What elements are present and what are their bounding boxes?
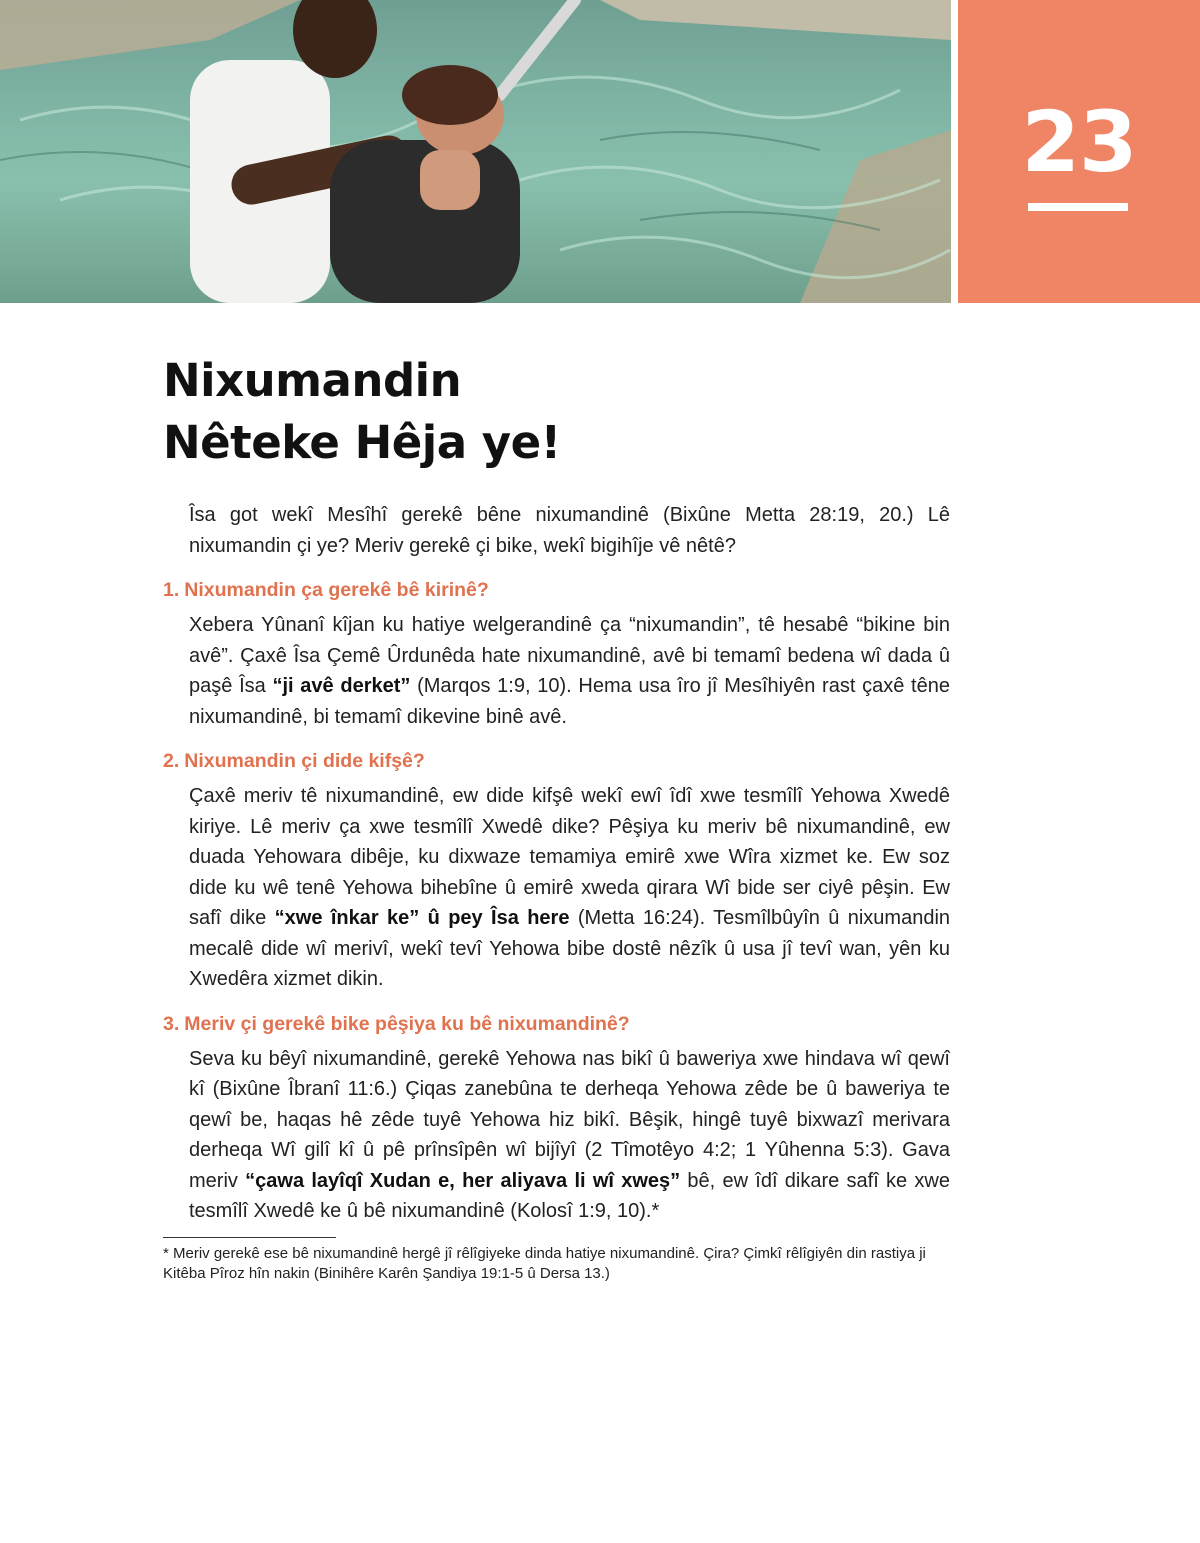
emphasized-quote: “ji avê derket” [272, 675, 411, 697]
section-question [163, 1009, 950, 1039]
question-number: 1. [163, 579, 180, 601]
title-line-1: Nixumandin [163, 354, 462, 407]
question-text: Nixumandin ça gerekê bê kirinê? [184, 579, 489, 601]
section-question [163, 575, 950, 605]
paragraph-text: Çaxê meriv tê nixumandinê, ew dide kifşê wekî ewî îdî xwe tesmîlî Yehowa Xwedê kiriye. Lê meriv ça xwe tesmîlî Xwedê dike? Pêşiya ku meriv bê nixumandinê, ew duada Yehowara dibêje, ku dixwaze temamiya emirê xwe Wîra xizmet ke. Ew soz dide ku wê tenê Yehowa bihebîne û emirê xweda qirara Wî bide ser ciyê pêşin. Ew safî dike [189, 785, 950, 929]
emphasized-quote: “çawa layîqî Xudan e, her aliyava li wî xweş” [245, 1169, 681, 1192]
question-text: Meriv çi gerekê bike pêşiya ku bê nixumandinê? [184, 1012, 630, 1035]
question-number: 3. [163, 1012, 180, 1035]
footnote: * Meriv gerekê ese bê nixumandinê hergê jî rêlîgiyeke dinda hatiye nixumandinê. Çira? Çimkî rêlîgiyên din rastiya ji Kitêba Pîroz hîn nakin (Binihêre Karên Şandiya 19:1-5 û Dersa 13.) [163, 1244, 926, 1282]
question-text: Nixumandin çi dide kifşê? [184, 750, 425, 772]
paragraph-text: (Marqos 1:9, 10). Hema usa îro jî Mesîhiyên rast çaxê têne nixumandinê, bi temamî dikevine binê avê. [189, 675, 950, 728]
emphasized-quote: “xwe înkar ke” û pey Îsa here [274, 907, 570, 929]
section-3 [163, 1009, 950, 1227]
page-title [163, 350, 561, 474]
section-2 [163, 746, 950, 995]
lesson-number-underline [1028, 203, 1128, 211]
lesson-number: 23 [1021, 93, 1137, 191]
intro-paragraph: Îsa got wekî Mesîhî gerekê bêne nixumandinê (Bixûne Metta 28:19, 20.) Lê nixumandin çi ye? Meriv gerekê çi bike, wekî bigihîje vê nêtê? [189, 504, 950, 557]
lesson-content [163, 500, 950, 1284]
baptism-illustration [0, 0, 951, 303]
title-line-2: Nêteke Hêja ye! [163, 416, 561, 469]
question-number: 2. [163, 750, 180, 772]
paragraph-text: Seva ku bêyî nixumandinê, gerekê Yehowa nas bikî û baweriya xwe hindava wî qewî kî (Bixûne Îbranî 11:6.) Çiqas zanebûna te derheqa Yehowa zêde be û baweriya te qewî be, haqas hê zêde tuyê Yehowa hiz bikî. Bêşik, hingê tuyê bixwazî merivara derheqa Wî gilî kî û pê prînsîpên wî bijîyî (2 Tîmotêyo 4:2; 1 Yûhenna 5:3). Gava meriv [189, 1047, 950, 1192]
baptism-photo [0, 0, 951, 303]
section-question [163, 746, 950, 776]
section-1 [163, 575, 950, 732]
lesson-number-box [958, 0, 1200, 303]
footnote-divider [163, 1237, 336, 1238]
paragraph-text: bê, ew îdî dikare safî ke xwe tesmîlî Xwedê ke û bê nixumandinê (Kolosî 1:9, 10).* [189, 1169, 950, 1222]
section-paragraph [189, 781, 950, 995]
section-paragraph [189, 610, 950, 732]
section-paragraph [189, 1044, 950, 1227]
paragraph-text: Xebera Yûnanî kîjan ku hatiye welgerandinê ça “nixumandin”, tê hesabê “bikine bin avê”. Çaxê Îsa Çemê Ûrdunêda hate nixumandinê, avê bi temamî bedena wî dada û paşê Îsa [189, 614, 950, 697]
paragraph-text: (Metta 16:24). Tesmîlbûyîn û nixumandin mecalê dide wî merivî, wekî tevî Yehowa bibe dostê nêzîk û usa jî tevî wan, yên ku Xwedêra xizmet dikin. [189, 907, 951, 990]
